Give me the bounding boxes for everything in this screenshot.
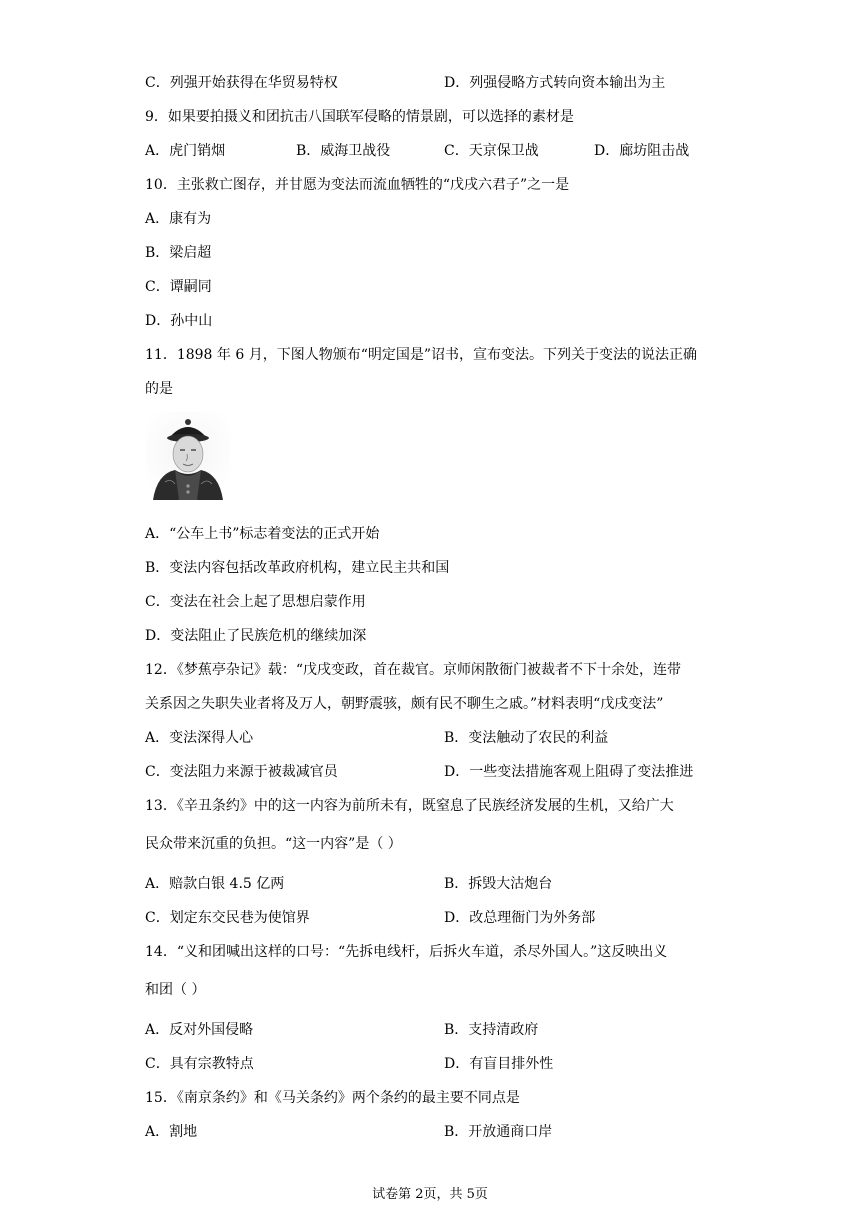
question-text-line: 民众带来沉重的负担。“这一内容”是（ ） (145, 836, 402, 852)
question-text-line: C．划定东交民巷为使馆界 (145, 910, 310, 926)
question-text-line: D．列强侵略方式转向资本输出为主 (444, 75, 666, 91)
question-text-line: D．孙中山 (145, 313, 213, 329)
question-text-line: 13．《辛丑条约》中的这一内容为前所未有，既窒息了民族经济发展的生机，又给广大 (145, 798, 674, 814)
question-text-line: B．开放通商口岸 (444, 1124, 553, 1140)
question-text-line: C．谭嗣同 (145, 279, 212, 295)
question-text-line: B．威海卫战役 (296, 143, 391, 159)
question-text-line: D．一些变法措施客观上阻碍了变法推进 (444, 764, 694, 780)
question-text-line: 11．1898 年 6 月，下图人物颁布“明定国是”诏书，宣布变法。下列关于变法的说法正确 (145, 347, 698, 363)
question-text-line: C．天京保卫战 (444, 143, 539, 159)
question-text-line: A．康有为 (145, 211, 212, 227)
guangxu-emperor-portrait (145, 412, 231, 500)
question-text-line: D．有盲目排外性 (444, 1056, 554, 1072)
question-text-line: 12．《梦蕉亭杂记》载：“戊戌变政，首在裁官。京师闲散衙门被裁者不下十余处，连带 (145, 662, 681, 678)
question-text-line: D．改总理衙门为外务部 (444, 910, 596, 926)
question-text-line: B．支持清政府 (444, 1022, 539, 1038)
question-text-line: 14．“义和团喊出这样的口号：“先拆电线杆，后拆火车道，杀尽外国人。”这反映出义 (145, 944, 668, 960)
question-text-line: C．列强开始获得在华贸易特权 (145, 75, 338, 91)
page-footer: 试卷第 2页，共 5页 (372, 1187, 488, 1202)
question-text-line: B．梁启超 (145, 245, 212, 261)
question-text-line: 9．如果要拍摄义和团抗击八国联军侵略的情景剧，可以选择的素材是 (145, 109, 574, 125)
question-text-line: 关系因之失职失业者将及万人，朝野震骇，颇有民不聊生之戚。”材料表明“戊戌变法” (145, 696, 664, 712)
question-text-line: D．变法阻止了民族危机的继续加深 (145, 628, 367, 644)
question-text-line: D．廊坊阻击战 (594, 143, 690, 159)
question-text-line: B．拆毁大沽炮台 (444, 876, 553, 892)
question-text-line: C．变法阻力来源于被裁减官员 (145, 764, 338, 780)
question-text-line: C．具有宗教特点 (145, 1056, 254, 1072)
question-text-line: A．割地 (145, 1124, 198, 1140)
question-text-line: 15．《南京条约》和《马关条约》两个条约的最主要不同点是 (145, 1090, 520, 1106)
question-text-line: A．“公车上书”标志着变法的正式开始 (145, 526, 380, 542)
question-text-line: B．变法内容包括改革政府机构，建立民主共和国 (145, 560, 450, 576)
question-text-line: B．变法触动了农民的利益 (444, 730, 609, 746)
question-text-line: 和团（ ） (145, 982, 206, 998)
question-text-line: 的是 (145, 381, 173, 397)
question-text-line: A．赔款白银 4.5 亿两 (145, 876, 285, 892)
question-text-line: 10．主张救亡图存，并甘愿为变法而流血牺牲的“戊戌六君子”之一是 (145, 177, 570, 193)
question-text-line: A．反对外国侵略 (145, 1022, 254, 1038)
question-text-line: C．变法在社会上起了思想启蒙作用 (145, 594, 366, 610)
question-text-line: A．变法深得人心 (145, 730, 254, 746)
question-text-line: A．虎门销烟 (145, 143, 226, 159)
